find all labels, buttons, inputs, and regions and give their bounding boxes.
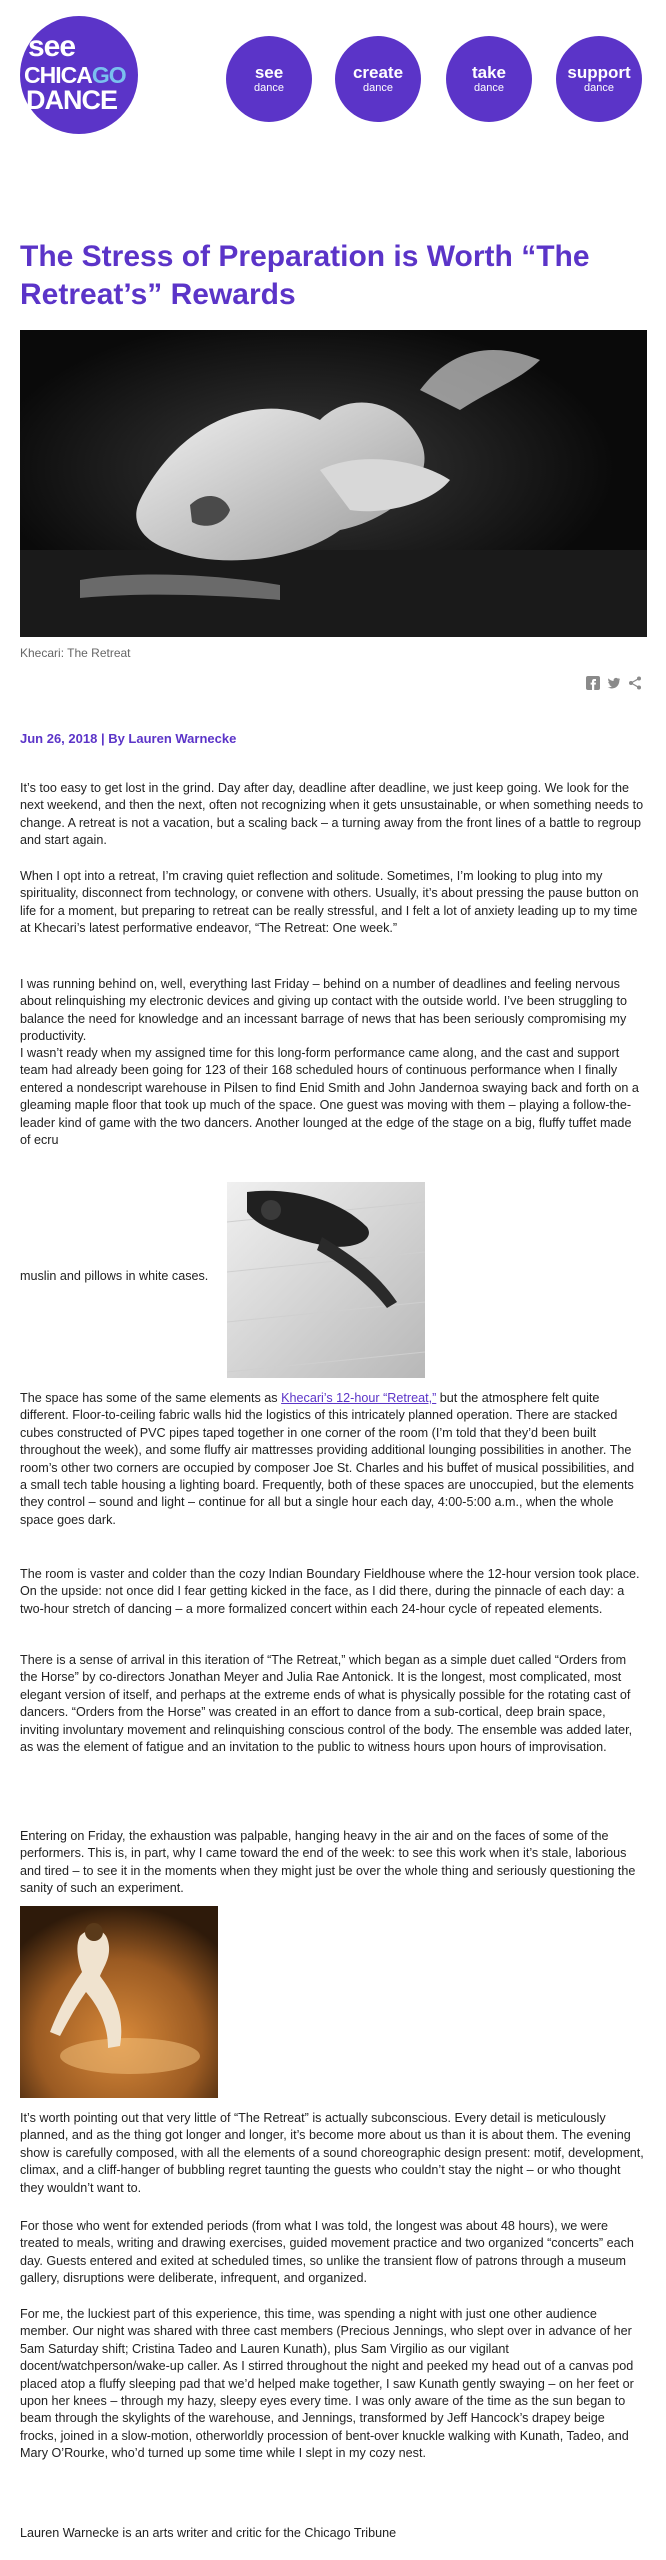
paragraph-6: The room is vaster and colder than the cozy Indian Boundary Fieldhouse where the 12-hour version took place. On the upside: not once did I fear getting kicked in the face, as I did there, during the pinnacle of each day: a two-hour stretch of dancing – a more formalized concert within each 24-hour cycle of repeated elements.	[20, 1567, 640, 1616]
share-bar	[586, 676, 646, 690]
paragraph-4: I wasn’t ready when my assigned time for this long-form performance came along, and the cast and support team had already been going for 123 of their 168 scheduled hours of continuous performance when I finally entered a nondescript warehouse in Pilsen to find Enid Smith and John Jandernoa swaying back and forth on a gleaming maple floor that took up much of the space. One guest was moving with them – playing a follow-the-leader kind of game with the two dancers. Another lounged at the edge of the stage on a big, fluffy tuffet made of ecru	[20, 1046, 639, 1148]
see-chicago-dance-logo[interactable]	[20, 16, 138, 134]
paragraph-11: For me, the luckiest part of this experience, this time, was spending a night with just one other audience member. Our night was shared with three cast members (Precious Jennings, who slept over in advance of her 5am Saturday shift; Cristina Tadeo and Lauren Kunath), plus Sam Virgilio as our vigilant docent/watchperson/wake-up caller. As I stirred throughout the night and peeked my head out of a canvas pod placed atop a fluffy sleeping pad that we’d helped make together, I saw Kunath gently swaying – on her feet or upon her knees – through my hazy, sleepy eyes every time. I was only aware of the time as the sun began to beam through the skylights of the warehouse, and Jennings, transformed by Jeff Hancock’s drapey beige frocks, joined in a slow-motion, otherworldly procession of bent-over knuckle walking with Kunath, Tadeo, and Mary O’Rourke, who’d turned up some time while I slept in my cozy nest.	[20, 2307, 634, 2461]
logo-line-dance: DANCE	[26, 85, 118, 115]
khecari-12-hour-retreat-link[interactable]: Khecari’s 12-hour “Retreat,”	[281, 1391, 437, 1405]
warm-dancer-photo	[20, 1906, 218, 2098]
share-icon[interactable]	[628, 676, 642, 690]
paragraph-3: I was running behind on, well, everything last Friday – behind on a number of deadlines and feeling nervous about relinquishing my electronic devices and giving up contact with the outside world. I’ve been struggling to balance the need for knowledge and an incessant barrage of news that has been seriously compromising my productivity.	[20, 977, 627, 1044]
floor-dancer-photo	[227, 1182, 425, 1378]
paragraph-7: There is a sense of arrival in this iteration of “The Retreat,” which began as a simple duet called “Orders from the Horse” by co-directors Jonathan Meyer and Julia Rae Antonick. It is the longest, most complicated, most elegant version of itself, and perhaps at the extreme ends of what is physically possible for the rotating cast of dancers. “Orders from the Horse” was created in an effort to dance from a sub-cortical, deep brain space, inviting involuntary movement and relinquishing conscious control of the body. The ensemble was added later, as was the element of fatigue and an invitation to the public to witness hours upon hours of improvisation.	[20, 1653, 633, 1755]
hero-image	[20, 330, 647, 637]
nav-label: create	[352, 63, 404, 82]
article-title: The Stress of Preparation is Worth “The Retreat’s” Rewards	[20, 240, 590, 311]
nav-sublabel: dance	[363, 82, 393, 94]
nav-take-dance[interactable]	[446, 36, 532, 122]
inline-photo-warm-dancer	[20, 1906, 218, 2098]
logo-line-see: see	[28, 30, 76, 63]
nav-support-dance[interactable]	[556, 36, 642, 122]
paragraph-2: When I opt into a retreat, I’m craving quiet reflection and solitude. Sometimes, I’m looking to plug into my spirituality, disconnect from technology, or convene with others. Usually, it’s about pressing the pause button on life for a moment, but preparing to retreat can be really stressful, and I felt a lot of anxiety leading up to my time at Khecari’s latest performative endeavor, “The Retreat: One week.”	[20, 869, 639, 936]
site-header	[0, 0, 666, 150]
byline: Jun 26, 2018 | By Lauren Warnecke	[20, 731, 237, 746]
nav-create-dance[interactable]	[335, 36, 421, 122]
hero-photo-dancers	[20, 330, 647, 637]
paragraph-5-start: The space has some of the same elements as	[20, 1391, 282, 1405]
author-bio: Lauren Warnecke is an arts writer and critic for the Chicago Tribune	[20, 2526, 397, 2540]
twitter-icon[interactable]	[607, 676, 621, 690]
paragraph-5	[20, 1390, 644, 1529]
paragraph-1: It’s too easy to get lost in the grind. Day after day, deadline after deadline, we just keep going. We look for the next weekend, and then the next, often not recognizing when it gets unsustainable, or when something needs to change. A retreat is not a vacation, but a scaling back – a turning away from the front lines of a battle to regroup and start again.	[20, 781, 644, 848]
logo-line-chicago: CHICAGO	[24, 62, 126, 88]
paragraph-9: It’s worth pointing out that very little of “The Retreat” is actually subconscious. Every detail is meticulously planned, and as the thing got longer and longer, it’s become more about us than it is about them. The evening show is carefully composed, with all the elements of a sound choreographic design present: motif, development, climax, and a cliff-hanger of bubbling regret taunting the guests who couldn’t stay the night – or who thought they wouldn’t want to.	[20, 2111, 644, 2195]
inline-photo-floor-dancer	[227, 1182, 425, 1378]
nav-sublabel: dance	[254, 82, 284, 94]
hero-caption: Khecari: The Retreat	[20, 646, 131, 660]
paragraph-10: For those who went for extended periods (from what I was told, the longest was about 48 hours), we were treated to meals, writing and drawing exercises, guided movement practice and two organized “concerts” each day. Guests entered and exited at scheduled times, so unlike the transient flow of patrons through a museum gallery, disruptions were deliberate, infrequent, and organized.	[20, 2219, 634, 2286]
nav-see-dance[interactable]	[226, 36, 312, 122]
paragraph-4-tail: muslin and pillows in white cases.	[20, 1269, 209, 1283]
paragraph-8: Entering on Friday, the exhaustion was palpable, hanging heavy in the air and on the faces of some of the performers. This is, in part, why I came toward the end of the week: to see this work when it’s stale, laborious and tired – to see it in the moments when they might just be over the whole thing and seriously questioning the sanity of such an experiment.	[20, 1829, 636, 1896]
facebook-icon[interactable]	[586, 676, 600, 690]
nav-label: support	[567, 63, 631, 82]
nav-label: take	[471, 63, 507, 82]
nav-sublabel: dance	[584, 82, 614, 94]
nav-sublabel: dance	[474, 82, 504, 94]
nav-label: see	[254, 63, 284, 82]
paragraph-5-rest: but the atmosphere felt quite different. Floor-to-ceiling fabric walls hid the logistics of this intricately planned operation. There are stacked cubes constructed of PVC pipes taped together in one corner of the room (I’m told that they’d been built throughout the week), and some fluffy air mattresses providing additional lounging possibilities in another. The room’s other two corners are occupied by composer Joe St. Charles and his buffet of musical possibilities, and a small tech table housing a lighting board. Frequently, both of these spaces are unoccupied, but the elements they control – sound and light – continue for all but a single hour each day, 4:00-5:00 a.m., when the whole space goes dark.	[20, 1391, 635, 1527]
